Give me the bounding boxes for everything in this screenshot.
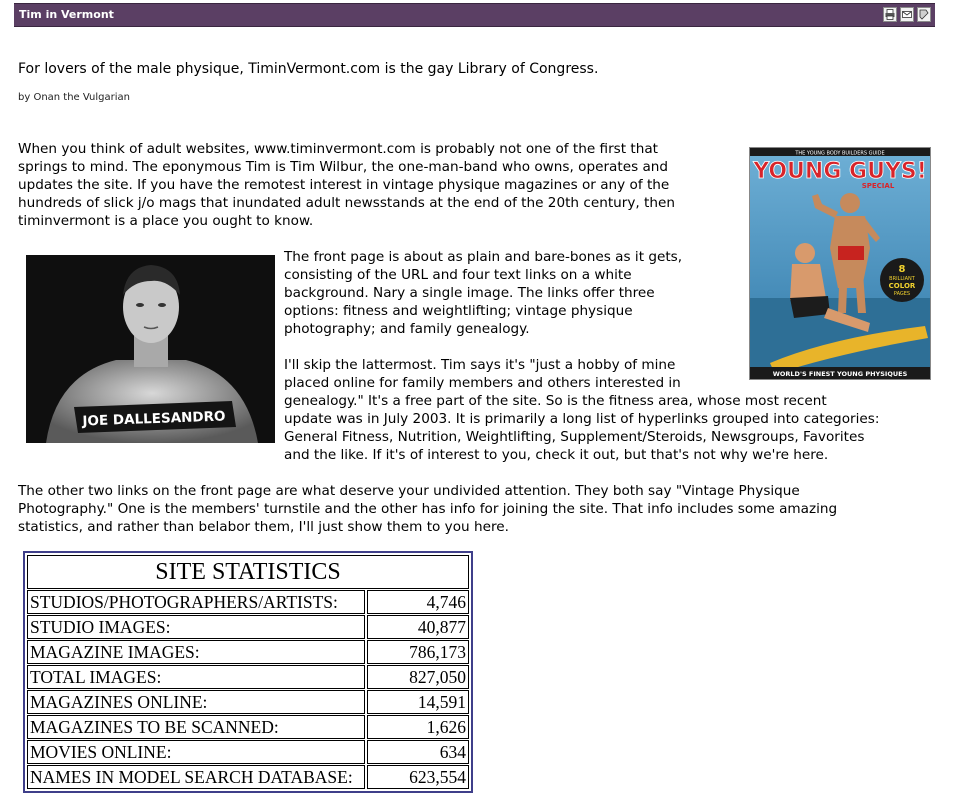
stat-value: 623,554 <box>367 765 469 789</box>
magazine-badge-text: BRILLIANT <box>889 276 915 282</box>
stat-value: 1,626 <box>367 715 469 739</box>
text-line: Photography." One is the members' turnstile and the other has info for joining the site. That info includes some amazing <box>18 501 838 517</box>
text-line: update was in July 2003. It is primarily a long list of hyperlinks grouped into categories: <box>284 411 880 427</box>
stat-label: MOVIES ONLINE: <box>27 740 365 764</box>
print-icon[interactable] <box>883 7 897 22</box>
text-line: consisting of the URL and four text links on a white <box>284 267 632 283</box>
text-line: statistics, and rather than belabor them, I'll just show them to you here. <box>18 519 509 535</box>
text-line: The other two links on the front page are what deserve your undivided attention. They both say "Vintage Physique <box>18 483 800 499</box>
text-line: timinvermont is a place you ought to know. <box>18 213 314 229</box>
stat-value: 634 <box>367 740 469 764</box>
table-row <box>27 665 469 689</box>
photo-caption: JOE DALLESANDRO <box>82 408 226 430</box>
table-row <box>27 690 469 714</box>
magazine-badge-text: COLOR <box>888 282 916 290</box>
text-line: updates the site. If you have the remotest interest in vintage physique magazines or any of the <box>18 177 670 193</box>
stat-value: 14,591 <box>367 690 469 714</box>
text-line: General Fitness, Nutrition, Weightlifting, Supplement/Steroids, Newsgroups, Favorites <box>284 429 865 445</box>
article-byline: by Onan the Vulgarian <box>18 92 130 103</box>
article-paragraph-4 <box>18 482 837 536</box>
stat-value: 786,173 <box>367 640 469 664</box>
text-line: The front page is about as plain and bare-bones as it gets, <box>284 249 683 265</box>
stat-value: 4,746 <box>367 590 469 614</box>
table-row <box>27 590 469 614</box>
text-line: photography; and family genealogy. <box>284 321 530 337</box>
table-row <box>27 715 469 739</box>
table-row <box>27 640 469 664</box>
text-line: and the like. If it's of interest to you, check it out, but that's not why we're here. <box>284 447 829 463</box>
bookmark-icon[interactable] <box>917 7 931 22</box>
text-line: When you think of adult websites, www.timinvermont.com is probably not one of the first that <box>18 141 658 157</box>
stat-label: MAGAZINE IMAGES: <box>27 640 365 664</box>
window-titlebar <box>14 3 935 27</box>
stat-label: STUDIOS/PHOTOGRAPHERS/ARTISTS: <box>27 590 365 614</box>
article-paragraph-1 <box>18 140 675 230</box>
site-statistics-inner <box>27 555 469 789</box>
stat-label: MAGAZINES ONLINE: <box>27 690 365 714</box>
article-paragraph-3 <box>284 356 879 464</box>
magazine-badge-text: PAGES <box>893 291 911 297</box>
stat-label: MAGAZINES TO BE SCANNED: <box>27 715 365 739</box>
magazine-title-text: YOUNG GUYS! <box>753 159 927 184</box>
table-row <box>27 615 469 639</box>
table-row <box>27 740 469 764</box>
stat-label: TOTAL IMAGES: <box>27 665 365 689</box>
window-title: Tim in Vermont <box>19 8 114 21</box>
text-line: springs to mind. The eponymous Tim is Tim Wilbur, the one-man-band who owns, operates and <box>18 159 669 175</box>
stat-value: 827,050 <box>367 665 469 689</box>
magazine-header-text: THE YOUNG BODY BUILDERS GUIDE <box>795 150 885 157</box>
stat-label: NAMES IN MODEL SEARCH DATABASE: <box>27 765 365 789</box>
site-statistics-table <box>23 551 473 793</box>
text-line: background. Nary a single image. The links offer three <box>284 285 655 301</box>
text-line: I'll skip the lattermost. Tim says it's "just a hobby of mine <box>284 357 676 373</box>
article-headline: For lovers of the male physique, TiminVermont.com is the gay Library of Congress. <box>18 61 599 77</box>
titlebar-tools <box>883 7 931 22</box>
text-line: options: fitness and weightlifting; vintage physique <box>284 303 633 319</box>
article-paragraph-2 <box>284 248 682 338</box>
site-statistics-title: SITE STATISTICS <box>27 555 469 589</box>
text-line: placed online for family members and others interested in <box>284 375 681 391</box>
email-icon[interactable] <box>900 7 914 22</box>
magazine-cover-image <box>749 147 931 380</box>
text-line: hundreds of slick j/o mags that inundated adult newsstands at the end of the 20th century, then <box>18 195 675 211</box>
stat-value: 40,877 <box>367 615 469 639</box>
table-row <box>27 765 469 789</box>
joe-dallesandro-photo <box>26 255 275 443</box>
text-line: genealogy." It's a free part of the site. So is the fitness area, whose most recent <box>284 393 827 409</box>
magazine-subtitle-text: SPECIAL <box>861 182 895 190</box>
magazine-badge-number: 8 <box>898 264 906 275</box>
stat-label: STUDIO IMAGES: <box>27 615 365 639</box>
magazine-footer-text: WORLD'S FINEST YOUNG PHYSIQUES <box>772 370 908 378</box>
